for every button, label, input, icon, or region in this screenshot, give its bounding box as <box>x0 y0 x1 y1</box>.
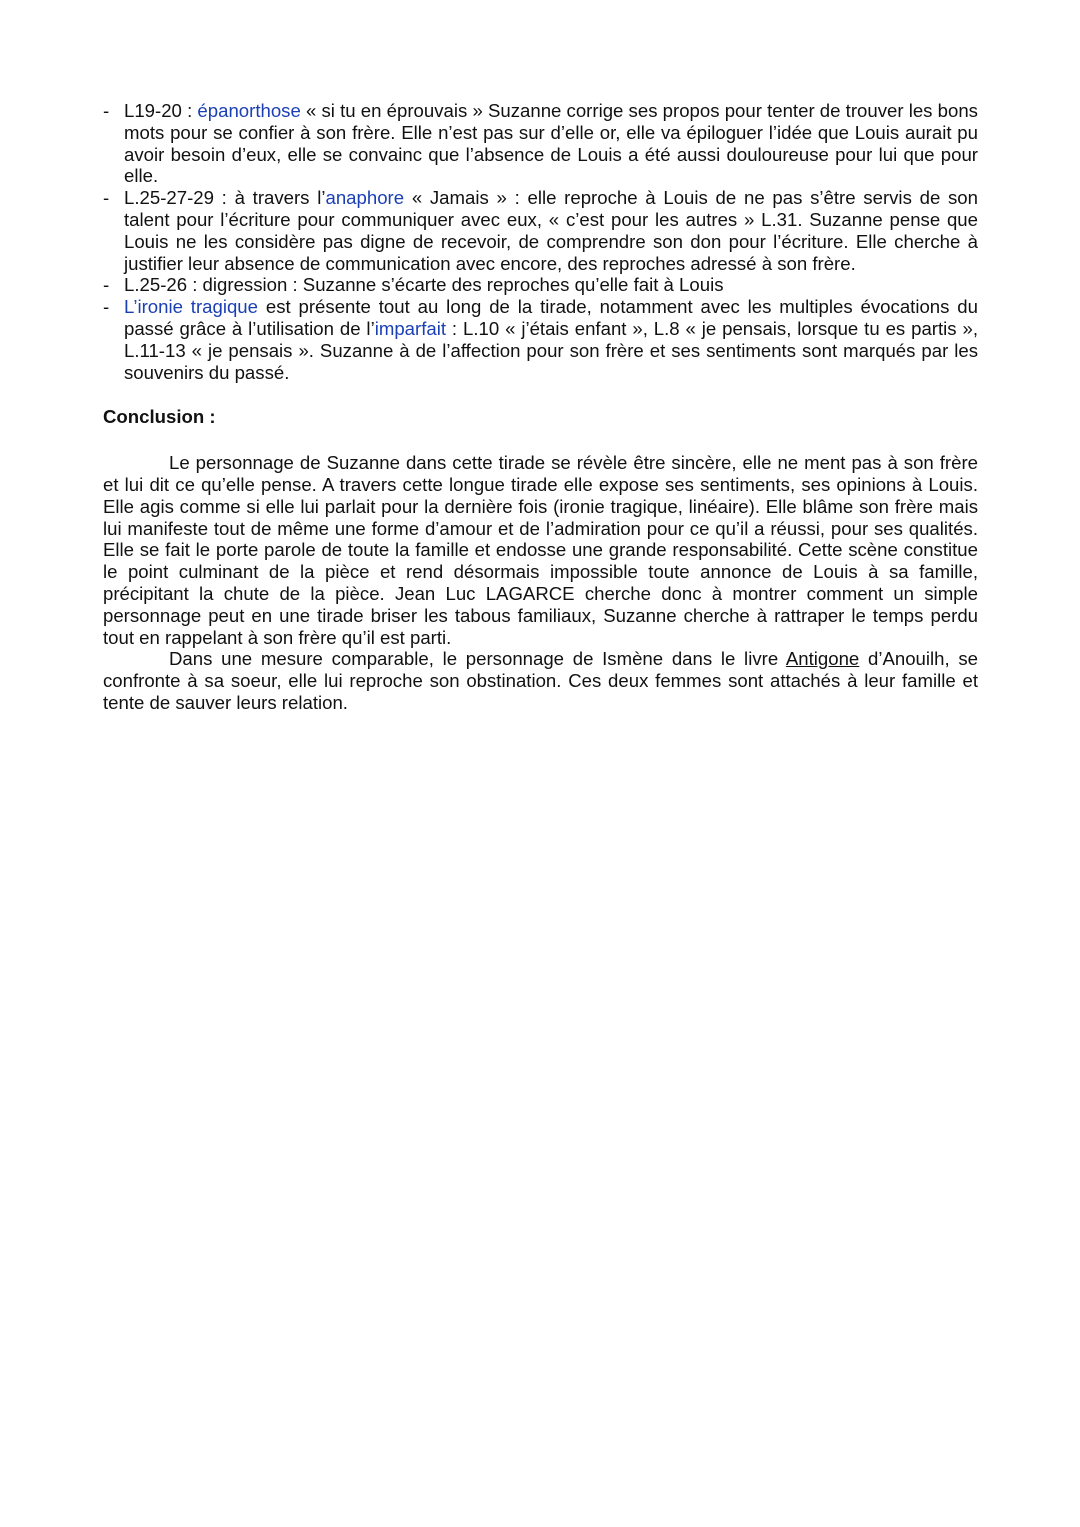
paragraph-text: d’Anouilh, se confronte à sa soeur, elle lui reproche son obstination. Ces deux femmes sont attachés à leur famille et tente de sauver leurs relation. <box>103 648 979 713</box>
conclusion-paragraph-2 <box>103 648 978 713</box>
bullet-item-anaphore <box>103 187 978 274</box>
bullet-item-ironie-tragique <box>103 296 978 383</box>
paragraph-text: Dans une mesure comparable, le personnage de Ismène dans le livre <box>169 648 786 670</box>
bullet-text: est présente tout au long de la tirade, notamment avec les multiples évocations du passé grâce à l’utilisation de l’ <box>124 296 978 339</box>
conclusion-paragraph-1: Le personnage de Suzanne dans cette tirade se révèle être sincère, elle ne ment pas à son frère et lui dit ce qu’elle pense. A travers cette longue tirade elle expose ses sentiments, ses opinions à Louis. Elle agis comme si elle lui parlait pour la dernière fois (ironie tragique, linéaire). Elle blâme son frère mais lui manifeste tout de même une forme d’amour et de l’admiration pour ce qu’il a réussi, pour ses qualités. Elle se fait le porte parole de toute la famille et endosse une grande responsabilité. Cette scène constitue le point culminant de la pièce et rend désormais impossible toute annonce de Louis à sa famille, précipitant la chute de la pièce. Jean Luc LAGARCE cherche donc à montrer comment un simple personnage peut en une tirade briser les tabous familiaux, Suzanne cherche à rattraper le temps perdu tout en rappelant à son frère qu’il est parti. <box>103 452 978 648</box>
book-title-antigone: Antigone <box>785 648 860 670</box>
term-anaphore: anaphore <box>325 187 405 209</box>
analysis-bullet-list <box>103 100 978 383</box>
term-imparfait: imparfait <box>374 317 447 339</box>
term-ironie-tragique: L’ironie tragique <box>124 296 258 318</box>
bullet-text: L19-20 : <box>124 100 198 121</box>
document-content <box>103 100 978 714</box>
conclusion-heading: Conclusion : <box>103 406 216 428</box>
bullet-text: L.25-26 : digression : Suzanne s’écarte des reproches qu’elle fait à Louis <box>124 274 724 296</box>
term-epanorthose: épanorthose <box>197 100 301 121</box>
bullet-item-digression <box>103 274 978 296</box>
bullet-text: « si tu en éprouvais » Suzanne corrige ses propos pour tenter de trouver les bons mots pour se confier à son frère. Elle n’est pas sur d’elle or, elle va épiloguer l’idée que Louis aurait pu avoir besoin d’eux, elle se convainc que l’absence de Louis a été aussi douloureuse pour lui que pour elle. <box>124 100 978 187</box>
bullet-text: « Jamais » : elle reproche à Louis de ne pas s’être servis de son talent pour l’écriture pour communiquer avec eux, « c’est pour les autres » L.31. Suzanne pense que Louis ne les considère pas digne de recevoir, de comprendre son don pour l’écriture. Elle cherche à justifier leur absence de communication avec encore, des reproches adressé à son frère. <box>124 187 978 274</box>
bullet-item-epanorthose <box>103 100 978 187</box>
bullet-text: : L.10 « j’étais enfant », L.8 « je pensais, lorsque tu es partis », L.11-13 « je pensais ». Suzanne à de l’affection pour son frère et ses sentiments sont marqués par les souvenirs du passé. <box>124 317 978 383</box>
bullet-text: L.25-27-29 : à travers l’ <box>124 187 326 209</box>
